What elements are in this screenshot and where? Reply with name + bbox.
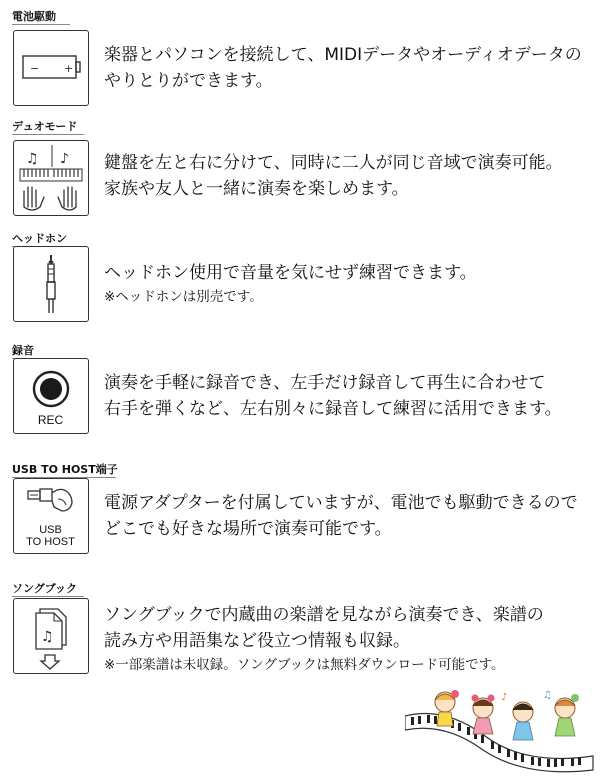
battery-icon: [13, 30, 89, 106]
title-underline: [12, 134, 84, 135]
svg-text:♫: ♫: [543, 690, 552, 701]
description-line: 読み方や用語集など役立つ情報も収録。: [104, 631, 410, 651]
svg-text:♪: ♪: [501, 692, 508, 703]
record-icon: [13, 358, 89, 434]
title-underline: [12, 24, 70, 25]
description-line: 演奏を手軽に録音でき、左手だけ録音して再生に合わせて: [104, 373, 546, 393]
feature-description: [104, 490, 594, 542]
feature-title: ヘッドホン: [12, 232, 67, 245]
description-line: ヘッドホン使用で音量を気にせず練習できます。: [104, 263, 477, 283]
battery-plus-sign: +: [64, 62, 74, 75]
feature-title: 電池駆動: [12, 10, 56, 23]
svg-text:♫: ♫: [41, 629, 54, 645]
feature-description: [104, 370, 594, 422]
feature-title: デュオモード: [12, 120, 78, 133]
feature-description: [104, 150, 594, 202]
rec-label: REC: [37, 413, 64, 427]
svg-text:♫: ♫: [26, 151, 39, 167]
feature-description: [104, 602, 594, 676]
description-line: 鍵盤を左と右に分けて、同時に二人が同じ音域で演奏可能。: [104, 153, 563, 173]
description-line: 右手を弾くなど、左右別々に録音して練習に活用できます。: [104, 399, 562, 419]
description-line: 電源アダプターを付属していますが、電池でも駆動できるので: [104, 493, 578, 513]
description-note: ※ヘッドホンは別売です。: [104, 289, 263, 305]
children-on-keyboard-illustration: [405, 686, 595, 776]
songbook-download-icon: [13, 598, 89, 674]
description-line: どこでも好きな場所で演奏可能です。: [104, 519, 392, 539]
svg-text:♪: ♪: [60, 151, 69, 167]
feature-title: 録音: [12, 344, 34, 357]
title-underline: [12, 596, 84, 597]
usb-plug-icon: [13, 478, 89, 554]
description-note: ※一部楽譜は未収録。ソングブックは無料ダウンロード可能です。: [104, 657, 505, 673]
feature-description: [104, 42, 594, 94]
feature-description: [104, 260, 594, 308]
to-host-label: TO HOST: [26, 536, 75, 548]
feature-title: ソングブック: [12, 582, 78, 595]
headphone-jack-icon: [13, 246, 89, 322]
description-line: ソングブックで内蔵曲の楽譜を見ながら演奏でき、楽譜の: [104, 605, 544, 625]
feature-title: USB TO HOST端子: [12, 463, 118, 476]
description-line: 楽器とパソコンを接続して、MIDIデータやオーディオデータの: [104, 45, 582, 65]
battery-minus-sign: −: [30, 62, 40, 75]
duo-mode-icon: [13, 140, 89, 216]
description-line: 家族や友人と一緒に演奏を楽しめます。: [104, 179, 409, 199]
usb-label: USB: [39, 524, 62, 536]
description-line: やりとりができます。: [104, 71, 273, 91]
